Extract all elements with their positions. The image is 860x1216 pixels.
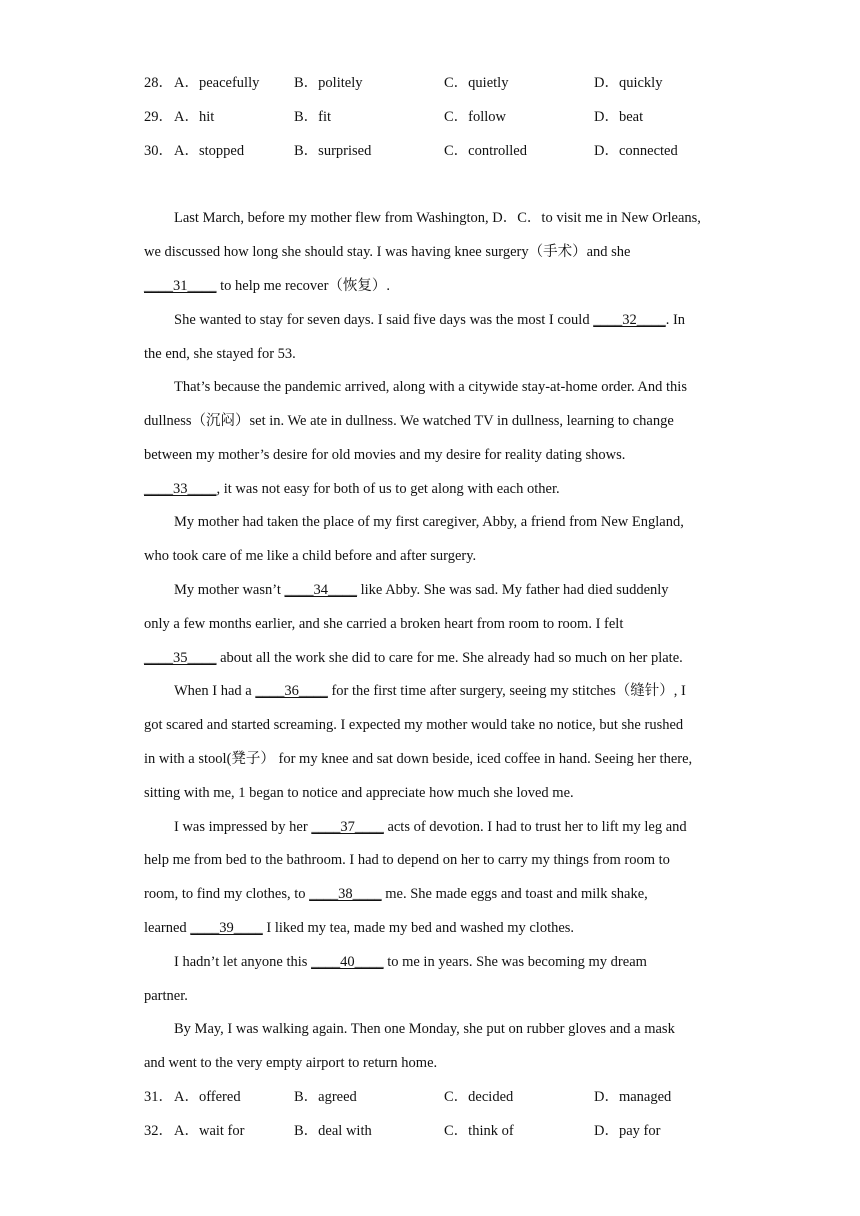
passage-line: got scared and started screaming. I expected my mother would take no notice, but she rushed [144, 717, 684, 733]
passage-text: My mother wasn’t [174, 582, 285, 598]
passage-line: dullness（沉闷）set in. We ate in dullness. We watched TV in dullness, learning to change [144, 413, 674, 429]
passage-text: When I had a [174, 683, 256, 699]
passage-text: I hadn’t let anyone this [174, 954, 312, 970]
question-32-options [144, 1124, 744, 1142]
passage-line: in with a stool(凳子） for my knee and sat down beside, iced coffee in hand. Seeing her there, [144, 751, 693, 767]
passage-text: to me in years. She was becoming my dream [383, 954, 647, 970]
blank-38[interactable]: ____38____ [309, 886, 382, 902]
passage-line: and went to the very empty airport to return home. [144, 1055, 438, 1071]
passage-line [144, 887, 648, 902]
passage-line: That’s because the pandemic arrived, along with a citywide stay-at-home order. And this [174, 379, 687, 395]
question-31-options [144, 1090, 744, 1108]
option-a: A．wait for [174, 1123, 245, 1139]
option-a: A．hit [174, 109, 215, 125]
passage-line: sitting with me, 1 began to notice and appreciate how much she loved me. [144, 785, 574, 801]
passage-line [144, 921, 574, 936]
question-number: 29． [144, 109, 173, 125]
passage-text: acts of devotion. I had to trust her to lift my leg and [383, 819, 687, 835]
blank-36[interactable]: ____36____ [255, 683, 328, 699]
passage-line: My mother had taken the place of my first caregiver, Abby, a friend from New England, [174, 514, 684, 530]
option-b: B．surprised [294, 143, 372, 159]
passage-text: I liked my tea, made my bed and washed my clothes. [262, 920, 575, 936]
passage-line [174, 313, 685, 328]
passage-text: learned [144, 920, 191, 936]
passage-text: for the first time after surgery, seeing my stitches（缝针）, I [327, 683, 686, 699]
passage-line [144, 482, 560, 497]
passage-text: to help me recover（恢复）. [216, 278, 391, 294]
blank-39[interactable]: ____39____ [190, 920, 263, 936]
option-a: A．offered [174, 1089, 241, 1105]
passage-text: I was impressed by her [174, 819, 312, 835]
blank-33[interactable]: ____33____ [144, 481, 217, 497]
option-d: D．quickly [594, 75, 663, 91]
blank-35[interactable]: ____35____ [144, 650, 217, 666]
passage-line [174, 684, 686, 699]
blank-40[interactable]: ____40____ [311, 954, 384, 970]
option-c: C．controlled [444, 143, 527, 159]
question-number: 28． [144, 75, 173, 91]
blank-37[interactable]: ____37____ [311, 819, 384, 835]
passage-line: partner. [144, 988, 188, 1004]
question-number: 32． [144, 1123, 173, 1139]
option-d: D．pay for [594, 1123, 661, 1139]
option-c: C．think of [444, 1123, 514, 1139]
passage-text: , it was not easy for both of us to get along with each other. [216, 481, 560, 497]
blank-32[interactable]: ____32____ [593, 312, 666, 328]
option-c: C．follow [444, 109, 507, 125]
question-30-options [144, 144, 744, 162]
option-a: A．peacefully [174, 75, 260, 91]
passage-line: only a few months earlier, and she carried a broken heart from room to room. I felt [144, 616, 624, 632]
passage-line: Last March, before my mother flew from Washington, D．C．to visit me in New Orleans, [174, 210, 701, 226]
passage-line: the end, she stayed for 53. [144, 346, 296, 362]
option-c: C．decided [444, 1089, 514, 1105]
option-c: C．quietly [444, 75, 509, 91]
passage-line: help me from bed to the bathroom. I had to depend on her to carry my things from room to [144, 852, 670, 868]
question-29-options [144, 110, 744, 128]
option-d: D．beat [594, 109, 644, 125]
passage-line [174, 820, 687, 835]
passage-text: room, to find my clothes, to [144, 886, 310, 902]
question-number: 31． [144, 1089, 173, 1105]
passage-line: we discussed how long she should stay. I was having knee surgery（手术）and she [144, 244, 631, 260]
passage-text: about all the work she did to care for me. She already had so much on her plate. [216, 650, 683, 666]
passage-line [144, 279, 390, 294]
option-b: B．deal with [294, 1123, 372, 1139]
blank-34[interactable]: ____34____ [284, 582, 357, 598]
option-d: D．connected [594, 143, 678, 159]
passage-text: . In [665, 312, 686, 328]
passage-line [144, 651, 683, 666]
passage-line: who took care of me like a child before and after surgery. [144, 548, 477, 564]
passage-text: me. She made eggs and toast and milk shake, [381, 886, 648, 902]
passage-text: like Abby. She was sad. My father had died suddenly [357, 582, 669, 598]
passage-line [174, 955, 647, 970]
passage-line: By May, I was walking again. Then one Monday, she put on rubber gloves and a mask [174, 1021, 675, 1037]
option-b: B．agreed [294, 1089, 357, 1105]
question-number: 30． [144, 143, 173, 159]
option-b: B．fit [294, 109, 332, 125]
option-d: D．managed [594, 1089, 672, 1105]
blank-31[interactable]: ____31____ [144, 278, 217, 294]
option-b: B．politely [294, 75, 363, 91]
question-28-options [144, 76, 744, 94]
passage-line [174, 583, 669, 598]
option-a: A．stopped [174, 143, 245, 159]
passage-text: She wanted to stay for seven days. I said five days was the most I could [174, 312, 594, 328]
passage-line: between my mother’s desire for old movies and my desire for reality dating shows. [144, 447, 626, 463]
